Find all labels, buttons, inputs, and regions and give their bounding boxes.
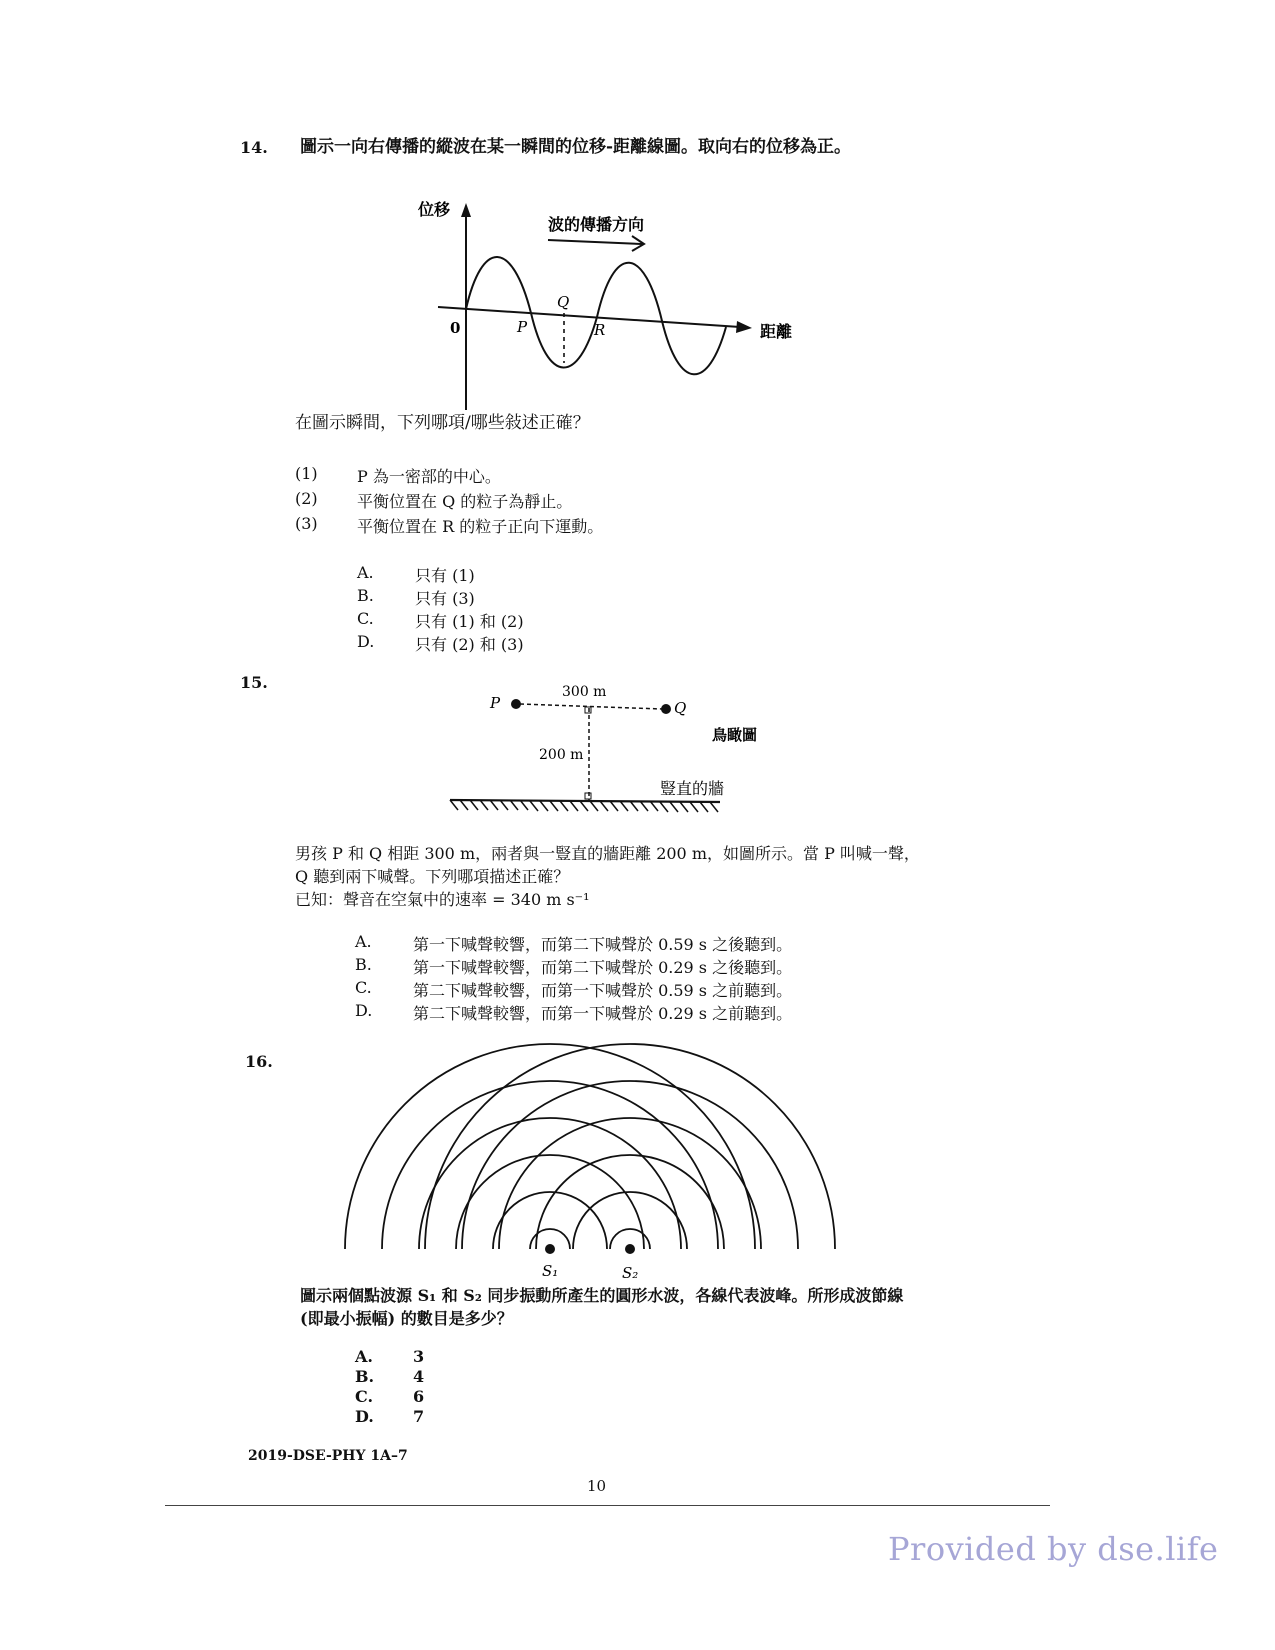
q14-x-axis-arrow-icon bbox=[736, 321, 752, 333]
q14-statement-3-text: 平衡位置在 R 的粒子正向下運動。 bbox=[357, 517, 604, 536]
q14-option-b-label: B. bbox=[357, 586, 374, 605]
paper-code: 2019-DSE-PHY 1A–7 bbox=[248, 1448, 408, 1464]
q15-option-b-text: 第一下喊聲較響，而第二下喊聲於 0.29 s 之後聽到。 bbox=[413, 958, 793, 977]
q14-y-axis-arrow-icon bbox=[461, 203, 471, 217]
q15-view-label: 鳥瞰圖 bbox=[712, 726, 758, 744]
watermark-text: Provided by dse.life bbox=[888, 1530, 1219, 1568]
q15-birds-eye-figure bbox=[450, 680, 780, 840]
q14-option-a-label: A. bbox=[357, 563, 374, 582]
wavefront-arc bbox=[345, 1044, 755, 1249]
q14-wave-figure bbox=[418, 195, 820, 420]
q15-option-c-label: C. bbox=[355, 978, 372, 997]
q16-source-s2-dot bbox=[625, 1244, 635, 1254]
q14-statement-3-label: (3) bbox=[295, 514, 318, 533]
q15-distance-wall-label: 200 m bbox=[539, 747, 584, 763]
q16-option-c-text: 6 bbox=[413, 1387, 425, 1406]
question-16-number: 16. bbox=[245, 1052, 273, 1071]
q15-option-b-label: B. bbox=[355, 955, 372, 974]
q15-option-c-text: 第二下喊聲較響，而第一下喊聲於 0.59 s 之前聽到。 bbox=[413, 981, 793, 1000]
question-15-number: 15. bbox=[240, 673, 268, 692]
q16-option-a-text: 3 bbox=[413, 1347, 425, 1366]
question-14-question: 在圖示瞬間，下列哪項/哪些敍述正確？ bbox=[295, 413, 590, 433]
q14-statement-2-label: (2) bbox=[295, 489, 318, 508]
q14-direction-arrow bbox=[548, 240, 642, 244]
q14-statement-1-text: P 為一密部的中心。 bbox=[357, 467, 501, 486]
q16-source-s2-label: S₂ bbox=[622, 1264, 639, 1282]
q14-option-b-text: 只有 (3) bbox=[415, 589, 475, 608]
q14-direction-label: 波的傳播方向 bbox=[548, 215, 645, 234]
q14-option-d-label: D. bbox=[357, 632, 375, 651]
q14-x-axis-label: 距離 bbox=[760, 322, 793, 341]
page-number: 10 bbox=[587, 1477, 607, 1495]
q16-interference-figure bbox=[380, 1050, 800, 1285]
q16-option-d-text: 7 bbox=[413, 1407, 425, 1426]
q14-statement-1-label: (1) bbox=[295, 464, 318, 483]
q16-wavefront-arcs bbox=[345, 1044, 835, 1249]
q14-point-r-label: R bbox=[594, 321, 606, 339]
q16-option-b-text: 4 bbox=[413, 1367, 425, 1386]
q14-point-q-label: Q bbox=[557, 293, 570, 311]
q15-option-a-label: A. bbox=[355, 932, 372, 951]
question-15-stem-line1: 男孩 P 和 Q 相距 300 m，兩者與一豎直的牆距離 200 m，如圖所示。當 P 叫喊一聲， bbox=[295, 844, 920, 863]
q16-option-d-label: D. bbox=[355, 1407, 374, 1426]
q16-source-s1-label: S₁ bbox=[542, 1262, 559, 1280]
q14-origin-label: 0 bbox=[450, 319, 461, 337]
q15-distance-pq-label: 300 m bbox=[562, 684, 607, 700]
q15-point-p-label: P bbox=[490, 694, 501, 712]
q14-point-p-label: P bbox=[517, 318, 528, 336]
q15-boy-q-dot bbox=[661, 704, 671, 714]
q15-option-d-text: 第二下喊聲較響，而第一下喊聲於 0.29 s 之前聽到。 bbox=[413, 1004, 793, 1023]
wavefront-arc bbox=[425, 1044, 835, 1249]
footer-divider bbox=[165, 1505, 1050, 1506]
q15-point-q-label: Q bbox=[674, 699, 687, 717]
question-15-stem-line2: Q 聽到兩下喊聲。下列哪項描述正確？ bbox=[295, 867, 570, 886]
q15-right-angle-top bbox=[585, 707, 591, 713]
q15-option-d-label: D. bbox=[355, 1001, 373, 1020]
q14-x-axis bbox=[438, 307, 740, 327]
wavefront-arc bbox=[462, 1081, 798, 1249]
q15-right-angle-bottom bbox=[585, 793, 591, 799]
q15-boy-p-dot bbox=[511, 699, 521, 709]
q14-wave-curve bbox=[466, 257, 726, 374]
q16-option-a-label: A. bbox=[355, 1347, 373, 1366]
wavefront-arc bbox=[382, 1081, 718, 1249]
question-14-number: 14. bbox=[240, 138, 268, 157]
q14-option-d-text: 只有 (2) 和 (3) bbox=[415, 635, 524, 654]
q14-option-a-text: 只有 (1) bbox=[415, 566, 475, 585]
q15-wall-label: 豎直的牆 bbox=[660, 779, 725, 798]
q16-source-s1-dot bbox=[545, 1244, 555, 1254]
q14-option-c-text: 只有 (1) 和 (2) bbox=[415, 612, 524, 631]
q14-y-axis-label: 位移 bbox=[418, 200, 451, 219]
q16-option-b-label: B. bbox=[355, 1367, 375, 1386]
q16-option-c-label: C. bbox=[355, 1387, 374, 1406]
q14-statement-2-text: 平衡位置在 Q 的粒子為靜止。 bbox=[357, 492, 573, 511]
q14-option-c-label: C. bbox=[357, 609, 374, 628]
q15-option-a-text: 第一下喊聲較響，而第二下喊聲於 0.59 s 之後聽到。 bbox=[413, 935, 793, 954]
question-14-stem: 圖示一向右傳播的縱波在某一瞬間的位移-距離線圖。取向右的位移為正。 bbox=[300, 137, 852, 157]
question-16-stem-line1: 圖示兩個點波源 S₁ 和 S₂ 同步振動所產生的圓形水波，各線代表波峰。所形成波節線 bbox=[300, 1286, 904, 1305]
question-15-given: 已知：聲音在空氣中的速率 = 340 m s⁻¹ bbox=[295, 890, 590, 909]
question-16-stem-line2: (即最小振幅) 的數目是多少？ bbox=[300, 1309, 513, 1328]
